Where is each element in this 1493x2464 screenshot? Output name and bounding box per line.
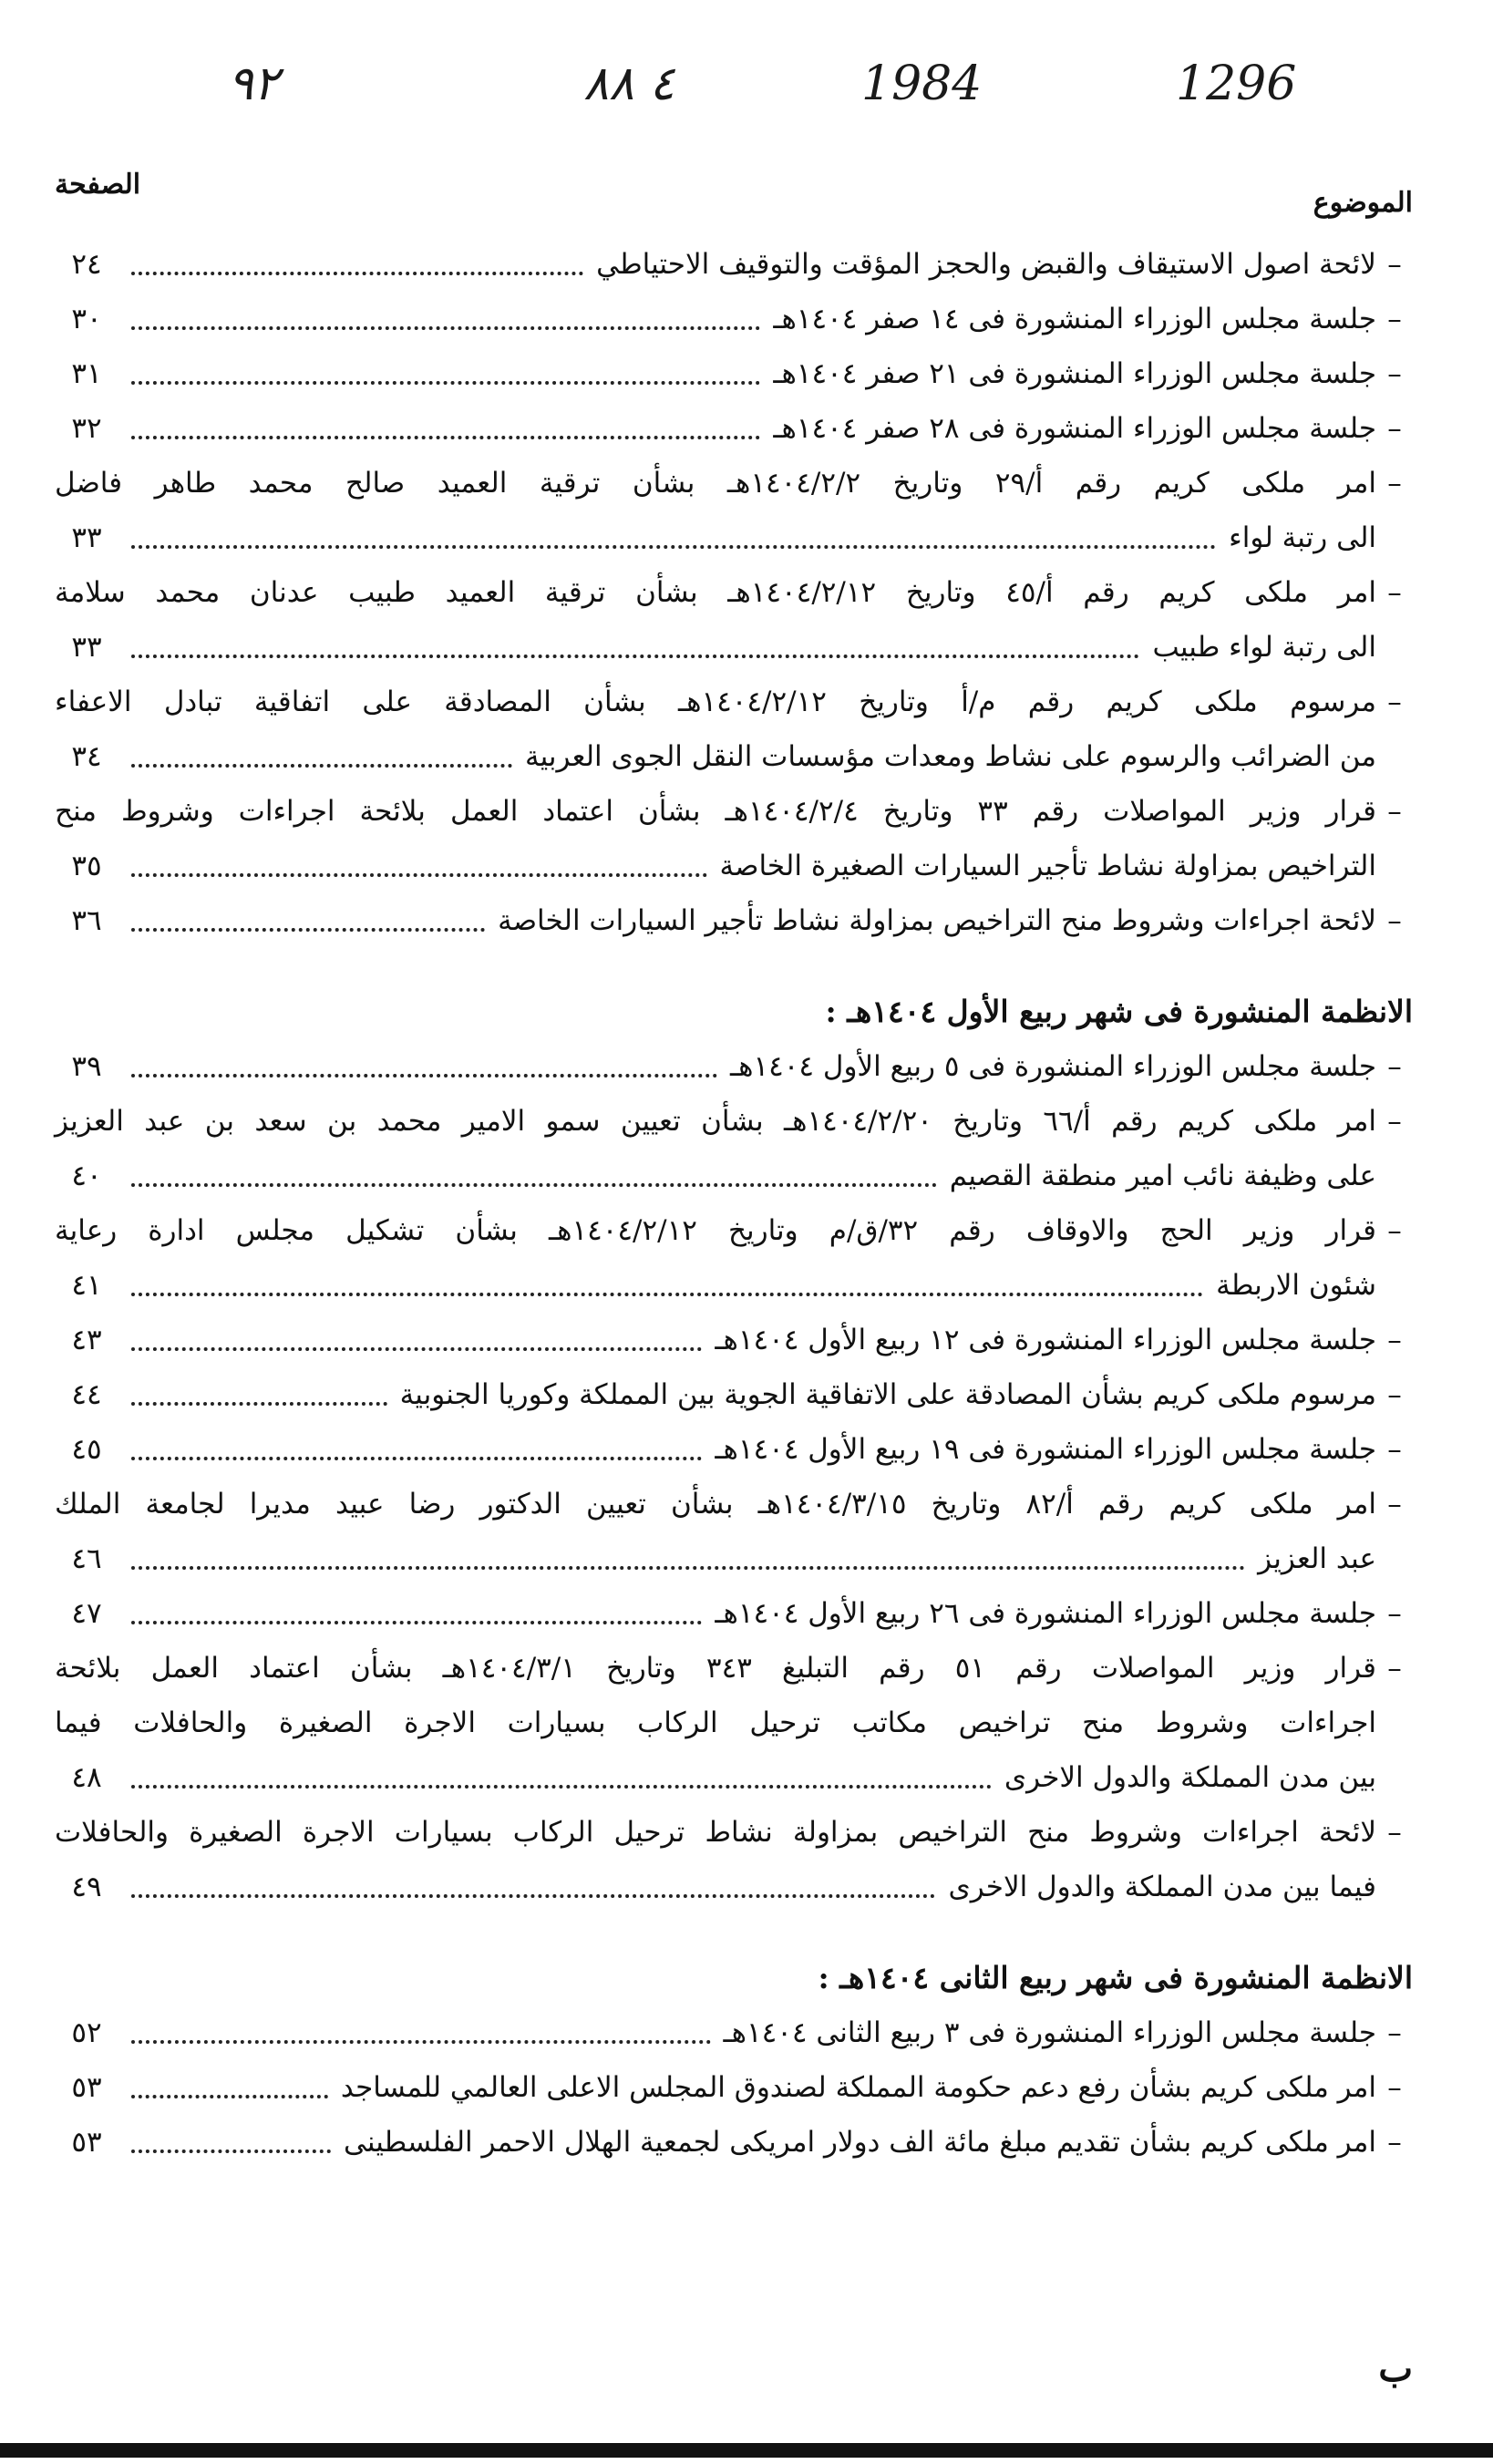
toc-entry-line [55,237,1413,292]
toc-entry-line [55,292,1413,346]
entry-dash: – [1387,1324,1402,1356]
entry-text: الى رتبة لواء [1229,521,1376,554]
dot-leader [131,436,760,439]
toc-entry-line [55,1750,1413,1805]
toc-entry-line [55,1586,1413,1641]
entry-text: جلسة مجلس الوزراء المنشورة فى ٣ ربيع الثانى ١٤٠٤هـ [723,2016,1376,2049]
entry-dash: – [1387,1597,1402,1630]
dot-leader [131,2095,328,2098]
dot-leader [131,2040,711,2044]
toc-entry-line [55,401,1413,456]
entry-dash: – [1387,904,1402,937]
entry-page-number: ٤٣ [71,1324,102,1356]
toc-entry-line [55,1149,1413,1203]
toc-entry [55,292,1413,346]
section-heading-rabi-al-awwal: الانظمة المنشورة فى شهر ربيع الأول ١٤٠٤هـ : [825,994,1413,1029]
toc-entry [55,1586,1413,1641]
entry-text: من الضرائب والرسوم على نشاط ومعدات مؤسسات النقل الجوى العربية [524,740,1376,773]
entry-page-number: ٣١ [71,357,102,390]
dot-leader [131,655,1139,658]
entry-page-number: ٣٢ [71,412,102,445]
toc-entry [55,2115,1413,2170]
entry-page-number: ٢٤ [71,248,102,281]
entry-page-number: ٣٥ [71,850,102,882]
entry-page-number: ٤٩ [71,1871,102,1903]
toc-entry-line [55,1039,1413,1094]
toc-entry-line [55,510,1413,565]
toc-entry-line [55,1531,1413,1586]
entry-dash: – [1387,1050,1402,1083]
toc-entry-line [55,2060,1413,2115]
handwritten-number-1: 1296 [1176,57,1297,111]
toc-entry-line [55,675,1413,729]
toc-page [55,164,1413,2170]
toc-entry [55,2060,1413,2115]
dot-leader [131,545,1216,549]
entry-dash: – [1387,2071,1402,2104]
dot-leader [131,1894,935,1898]
toc-entry-line [55,1313,1413,1367]
toc-entry-line [55,1258,1413,1313]
toc-entry-line [55,1203,1413,1258]
entry-dash: – [1387,248,1402,281]
entry-text: لائحة اجراءات وشروط منح التراخيص بمزاولة نشاط تأجير السيارات الخاصة [498,904,1376,937]
toc-entry [55,1805,1413,1914]
toc-list-rabi-al-thani [55,2005,1413,2170]
entry-dash: – [1387,467,1402,500]
entry-text: على وظيفة نائب امير منطقة القصيم [949,1160,1376,1192]
entry-text: قرار وزير المواصلات رقم ٣٣ وتاريخ ١٤٠٤/٢/٤هـ بشأن اعتماد العمل بلائحة اجراءات وشروط منح [55,795,1376,828]
entry-page-number: ٥٢ [71,2016,102,2049]
entry-page-number: ٤٥ [71,1433,102,1466]
toc-entry-line [55,1805,1413,1860]
page-letter: ب [1378,2347,1413,2390]
entry-dash: – [1387,1652,1402,1685]
toc-entry-line [55,456,1413,510]
toc-entry [55,1039,1413,1094]
toc-entry [55,1641,1413,1805]
section-heading-rabi-al-thani: الانظمة المنشورة فى شهر ربيع الثانى ١٤٠٤هـ : [818,1960,1413,1995]
toc-entry [55,565,1413,675]
toc-entry-line [55,2115,1413,2170]
dot-leader [131,1566,1245,1570]
entry-text: مرسوم ملكى كريم بشأن المصادقة على الاتفاقية الجوية بين المملكة وكوريا الجنوبية [399,1378,1376,1411]
toc-entry-line [55,1422,1413,1477]
page-column-label: الصفحة [55,169,141,201]
entry-dash: – [1387,2126,1402,2159]
dot-leader [131,928,485,932]
toc-entry-line [55,1696,1413,1750]
toc-entry-line [55,2005,1413,2060]
entry-text: امر ملكى كريم بشأن تقديم مبلغ مائة الف دولار امريكى لجمعية الهلال الاحمر الفلسطينى [344,2126,1376,2159]
dot-leader [131,1402,387,1406]
toc-entry-line [55,839,1413,893]
entry-page-number: ٤٧ [71,1597,102,1630]
toc-entry-line [55,729,1413,784]
entry-text: جلسة مجلس الوزراء المنشورة فى ٢٨ صفر ١٤٠٤هـ [773,412,1376,445]
dot-leader [131,1347,702,1351]
dot-leader [131,1621,702,1624]
entry-dash: – [1387,1488,1402,1521]
handwritten-code: ٩٢ [228,57,279,111]
toc-entry [55,1422,1413,1477]
entry-text: عبد العزيز [1258,1542,1376,1575]
toc-entry [55,237,1413,292]
dot-leader [131,272,583,275]
entry-text: جلسة مجلس الوزراء المنشورة فى ١٢ ربيع الأول ١٤٠٤هـ [715,1324,1376,1356]
toc-entry-line [55,1367,1413,1422]
entry-page-number: ٣٤ [71,740,102,773]
toc-list-rabi-al-awwal [55,1039,1413,1914]
entry-dash: – [1387,686,1402,718]
entry-dash: – [1387,576,1402,609]
toc-entry [55,1313,1413,1367]
toc-header [55,164,1413,237]
entry-dash: – [1387,1105,1402,1138]
entry-text: جلسة مجلس الوزراء المنشورة فى ٥ ربيع الأول ١٤٠٤هـ [730,1050,1376,1083]
dot-leader [131,1074,717,1077]
entry-page-number: ٣٣ [71,631,102,664]
entry-page-number: ٤٠ [71,1160,102,1192]
toc-entry [55,675,1413,784]
entry-page-number: ٤٨ [71,1761,102,1794]
toc-entry [55,346,1413,401]
entry-text: امر ملكى كريم رقم أ/٤٥ وتاريخ ١٤٠٤/٢/١٢هـ بشأن ترقية العميد طبيب عدنان محمد سلامة [55,576,1376,609]
entry-text: امر ملكى كريم رقم أ/٨٢ وتاريخ ١٤٠٤/٣/١٥هـ بشأن تعيين الدكتور رضا عبيد مديرا لجامعة الملك [55,1488,1376,1521]
entry-dash: – [1387,412,1402,445]
entry-page-number: ٣٠ [71,303,102,335]
dot-leader [131,381,760,385]
entry-text: قرار وزير المواصلات رقم ٥١ رقم التبليغ ٣٤٣ وتاريخ ١٤٠٤/٣/١هـ بشأن اعتماد العمل بلائحة [55,1652,1376,1685]
toc-entry-line [55,1477,1413,1531]
toc-entry-line [55,1641,1413,1696]
toc-entry-line [55,346,1413,401]
entry-text: مرسوم ملكى كريم رقم م/أ وتاريخ ١٤٠٤/٢/١٢هـ بشأن المصادقة على اتفاقية تبادل الاعفاء [55,686,1376,718]
entry-text: اجراءات وشروط منح تراخيص مكاتب ترحيل الركاب بسيارات الاجرة الصغيرة والحافلات فيما [55,1706,1376,1739]
entry-text: جلسة مجلس الوزراء المنشورة فى ٢٦ ربيع الأول ١٤٠٤هـ [715,1597,1376,1630]
toc-entry-line [55,1860,1413,1914]
toc-entry [55,784,1413,893]
toc-entry [55,456,1413,565]
entry-page-number: ٥٣ [71,2071,102,2104]
toc-entry [55,401,1413,456]
entry-dash: – [1387,795,1402,828]
toc-entry [55,893,1413,948]
entry-text: جلسة مجلس الوزراء المنشورة فى ١٩ ربيع الأول ١٤٠٤هـ [715,1433,1376,1466]
entry-text: بين مدن المملكة والدول الاخرى [1004,1761,1376,1794]
toc-entry [55,2005,1413,2060]
entry-page-number: ٤٤ [71,1378,102,1411]
entry-text: امر ملكى كريم رقم أ/٢٩ وتاريخ ١٤٠٤/٢/٢هـ بشأن ترقية العميد صالح محمد طاهر فاضل [55,467,1376,500]
entry-text: امر ملكى كريم رقم أ/٦٦ وتاريخ ١٤٠٤/٢/٢٠هـ بشأن تعيين سمو الامير محمد بن سعد بن عبد العزيز [55,1105,1376,1138]
entry-dash: – [1387,303,1402,335]
entry-text: لائحة اجراءات وشروط منح التراخيص بمزاولة نشاط ترحيل الركاب بسيارات الاجرة الصغيرة والحافلات [55,1816,1376,1849]
entry-text: لائحة اصول الاستيقاف والقبض والحجز المؤقت والتوقيف الاحتياطي [596,248,1376,281]
entry-text: فيما بين مدن المملكة والدول الاخرى [948,1871,1376,1903]
toc-entry-line [55,620,1413,675]
toc-entry-line [55,1094,1413,1149]
toc-entry [55,1203,1413,1313]
entry-text: التراخيص بمزاولة نشاط تأجير السيارات الصغيرة الخاصة [719,850,1376,882]
dot-leader [131,1293,1203,1296]
dot-leader [131,1457,702,1460]
dot-leader [131,873,707,877]
entry-text: جلسة مجلس الوزراء المنشورة فى ٢١ صفر ١٤٠٤هـ [773,357,1376,390]
entry-page-number: ٣٦ [71,904,102,937]
handwritten-issue: ٤ ٨٨ [583,57,675,111]
entry-dash: – [1387,1816,1402,1849]
handwritten-year: 1984 [861,57,983,111]
toc-list-top [55,237,1413,948]
entry-dash: – [1387,1433,1402,1466]
entry-page-number: ٥٣ [71,2126,102,2159]
entry-text: جلسة مجلس الوزراء المنشورة فى ١٤ صفر ١٤٠٤هـ [773,303,1376,335]
dot-leader [131,1183,937,1187]
topic-column-label: الموضوع [1313,187,1413,219]
scan-edge-bar [0,2443,1493,2458]
entry-page-number: ٣٣ [71,521,102,554]
entry-text: الى رتبة لواء طبيب [1152,631,1376,664]
entry-page-number: ٣٩ [71,1050,102,1083]
entry-text: قرار وزير الحج والاوقاف رقم ٣٢/ق/م وتاريخ ١٤٠٤/٢/١٢هـ بشأن تشكيل مجلس ادارة رعاية [55,1214,1376,1247]
toc-entry [55,1367,1413,1422]
entry-dash: – [1387,357,1402,390]
entry-page-number: ٤٦ [71,1542,102,1575]
dot-leader [131,764,512,768]
entry-page-number: ٤١ [71,1269,102,1302]
dot-leader [131,1785,992,1789]
toc-entry-line [55,893,1413,948]
entry-dash: – [1387,1214,1402,1247]
entry-text: امر ملكى كريم بشأن رفع دعم حكومة المملكة لصندوق المجلس الاعلى العالمي للمساجد [340,2071,1376,2104]
toc-entry-line [55,565,1413,620]
dot-leader [131,2150,331,2153]
entry-dash: – [1387,2016,1402,2049]
toc-entry [55,1477,1413,1586]
entry-text: شئون الاربطة [1216,1269,1376,1302]
toc-entry-line [55,784,1413,839]
dot-leader [131,326,760,330]
toc-entry [55,1094,1413,1203]
entry-dash: – [1387,1378,1402,1411]
